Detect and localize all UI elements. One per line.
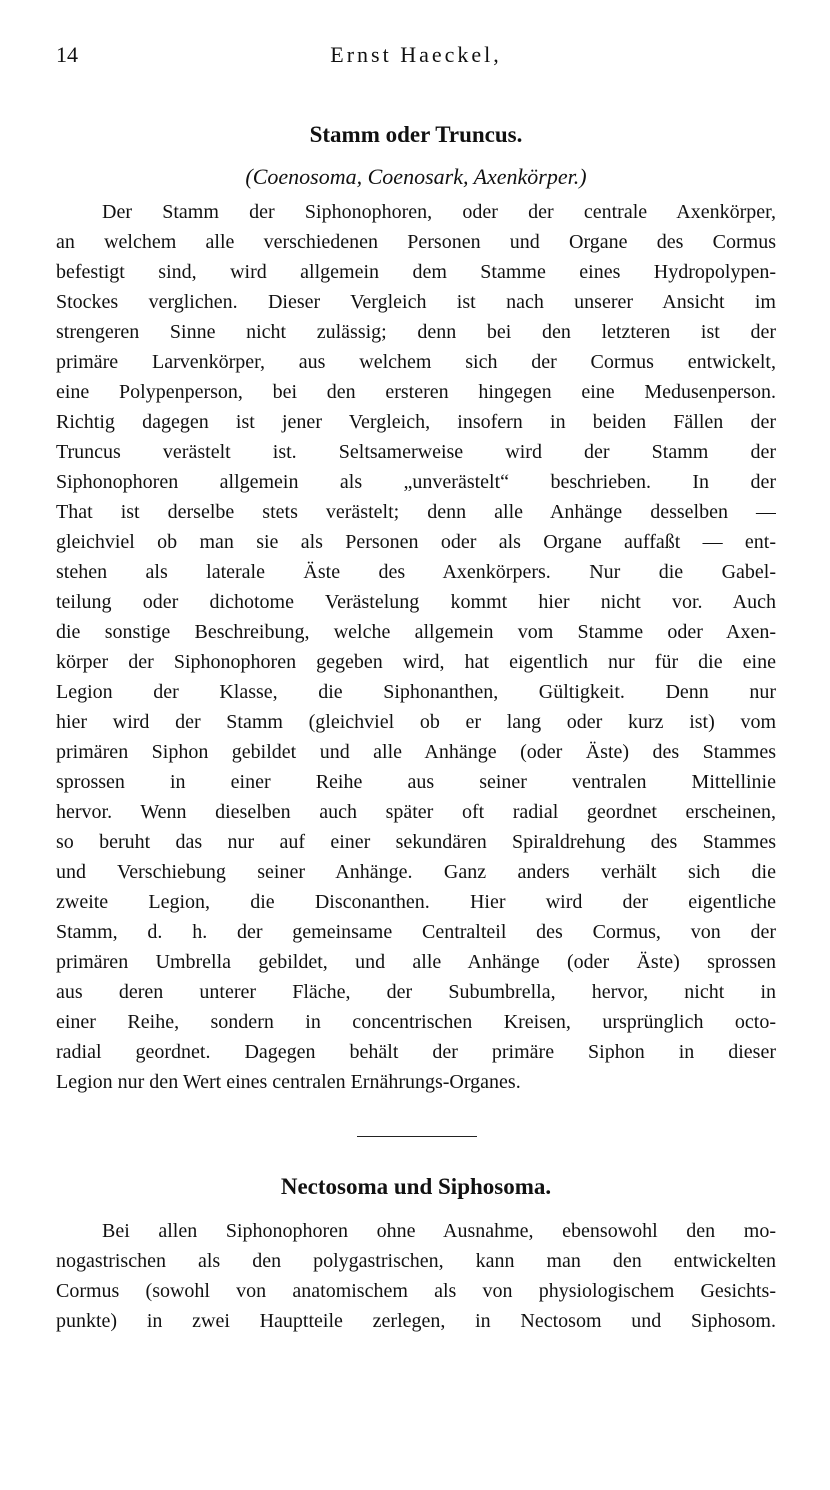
text-line: Truncus verästelt ist. Seltsamerweise wird der Stamm der (56, 441, 776, 463)
text-line: primäre Larvenkörper, aus welchem sich der Cormus entwickelt, (56, 351, 776, 373)
section-subtitle-stamm: (Coenosoma, Coenosark, Axenkörper.) (245, 164, 587, 189)
text-line: radial geordnet. Dagegen behält der primäre Siphon in dieser (56, 1041, 776, 1063)
text-line: sprossen in einer Reihe aus seiner ventralen Mittellinie (56, 771, 776, 793)
text-line: Cormus (sowohl von anatomischem als von physiologischem Gesichts- (56, 1280, 776, 1302)
text-line: die sonstige Beschreibung, welche allgemein vom Stamme oder Axen- (56, 621, 776, 643)
text-line: primären Umbrella gebildet, und alle Anhänge (oder Äste) sprossen (56, 951, 776, 973)
text-line: Legion der Klasse, die Siphonanthen, Gültigkeit. Denn nur (56, 681, 776, 703)
running-head: Ernst Haeckel, (330, 42, 502, 67)
text-line: Stamm, d. h. der gemeinsame Centralteil des Cormus, von der (56, 921, 776, 943)
text-line: befestigt sind, wird allgemein dem Stamme eines Hydropolypen- (56, 261, 776, 283)
text-line: Bei allen Siphonophoren ohne Ausnahme, ebensowohl den mo- (102, 1220, 776, 1242)
text-line: hervor. Wenn dieselben auch später oft radial geordnet erscheinen, (56, 801, 776, 823)
text-line: Siphonophoren allgemein als „unverästelt“ beschrieben. In der (56, 471, 776, 493)
page-number: 14 (56, 42, 78, 67)
text-line: punkte) in zwei Hauptteile zerlegen, in Nectosom und Siphosom. (56, 1310, 776, 1332)
text-line: teilung oder dichotome Verästelung kommt hier nicht vor. Auch (56, 591, 776, 613)
text-line: Der Stamm der Siphonophoren, oder der centrale Axenkörper, (102, 201, 776, 223)
text-line: Legion nur den Wert eines centralen Ernährungs-Organes. (56, 1071, 521, 1093)
text-line: zweite Legion, die Disconanthen. Hier wird der eigentliche (56, 891, 776, 913)
section-body-stamm (56, 197, 776, 1097)
section-title-nectosoma: Nectosoma und Siphosoma. (280, 1174, 552, 1199)
text-line: strengeren Sinne nicht zulässig; denn bei den letzteren ist der (56, 321, 776, 343)
text-line: körper der Siphonophoren gegeben wird, hat eigentlich nur für die eine (56, 651, 776, 673)
text-line: primären Siphon gebildet und alle Anhänge (oder Äste) des Stammes (56, 741, 776, 763)
page-header (56, 42, 776, 72)
text-line: gleichviel ob man sie als Personen oder als Organe auffaßt — ent- (56, 531, 776, 553)
text-line: eine Polypenperson, bei den ersteren hingegen eine Medusenperson. (56, 381, 776, 403)
text-line: hier wird der Stamm (gleichviel ob er lang oder kurz ist) vom (56, 711, 776, 733)
section-divider (357, 1136, 477, 1137)
text-line: That ist derselbe stets verästelt; denn alle Anhänge desselben — (56, 501, 776, 523)
text-line: aus deren unterer Fläche, der Subumbrella, hervor, nicht in (56, 981, 776, 1003)
text-line: Stockes verglichen. Dieser Vergleich ist nach unserer Ansicht im (56, 291, 776, 313)
text-line: nogastrischen als den polygastrischen, kann man den entwickelten (56, 1250, 776, 1272)
text-line: stehen als laterale Äste des Axenkörpers. Nur die Gabel- (56, 561, 776, 583)
text-line: so beruht das nur auf einer sekundären Spiraldrehung des Stammes (56, 831, 776, 853)
text-line: einer Reihe, sondern in concentrischen Kreisen, ursprünglich octo- (56, 1011, 776, 1033)
text-line: an welchem alle verschiedenen Personen und Organe des Cormus (56, 231, 776, 253)
text-line: Richtig dagegen ist jener Vergleich, insofern in beiden Fällen der (56, 411, 776, 433)
section-body-nectosoma (56, 1216, 776, 1336)
section-title-stamm: Stamm oder Truncus. (309, 122, 523, 147)
text-line: und Verschiebung seiner Anhänge. Ganz anders verhält sich die (56, 861, 776, 883)
